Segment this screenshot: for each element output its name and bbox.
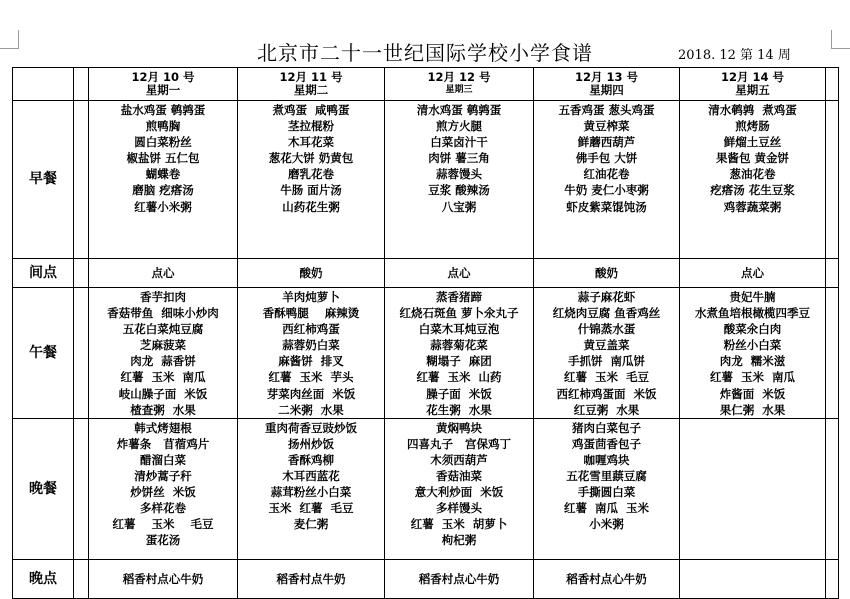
menu-cell [238, 418, 385, 559]
spacer-cell [74, 418, 89, 559]
dish-item: 红薯 玉米 山药 [416, 370, 502, 385]
dish-item: 红烧石斑鱼 萝卜氽丸子 [399, 306, 519, 321]
corner-cell [13, 68, 74, 101]
spacer-cell [826, 259, 839, 288]
dish-item: 鲜熘土豆丝 [723, 135, 782, 150]
dish-item: 牛奶 [180, 571, 204, 586]
dish-item: 蝴蝶卷 [145, 167, 181, 182]
menu-cell [534, 101, 680, 259]
dish-item: 四喜丸子 宫保鸡丁 [406, 436, 511, 451]
dish-item: 椒盐饼 五仁包 [126, 151, 200, 166]
dish-item: 肉龙 蒜香饼 [130, 354, 196, 369]
dish-item: 羊肉炖萝卜 [282, 290, 340, 304]
dish-item: 芽菜肉丝面 米饭 [266, 386, 356, 401]
dish-item: 糊塌子 麻团 [426, 354, 492, 369]
dish-item: 煎烤肠 [735, 119, 770, 134]
dish-item: 白菜木耳炖豆泡 [418, 322, 500, 337]
dish-item: 木耳西蓝花 [282, 469, 340, 484]
dish-item: 二米粥 水果 [278, 402, 344, 417]
menu-cell [89, 418, 238, 559]
menu-cell [385, 101, 534, 259]
day-header-mon: 12月 10 号 星期一 [89, 68, 238, 101]
dish-item: 芝麻菠菜 [140, 338, 186, 353]
dish-item: 麻酱饼 排叉 [278, 354, 344, 369]
dish-item: 山药花生粥 [282, 199, 340, 214]
dish-item: 鲜蘑西葫芦 [577, 135, 636, 150]
meal-name: 早餐 [13, 101, 74, 259]
dish-item: 蒜蓉菊花菜 [430, 338, 488, 353]
dish-item: 粉丝小白菜 [723, 338, 782, 353]
spacer-cell [826, 101, 839, 259]
meal-row [13, 418, 839, 559]
meal-row [13, 559, 839, 598]
menu-cell [238, 288, 385, 419]
dish-item: 稻香村点心 [418, 571, 477, 586]
dish-item: 牛奶 [476, 571, 500, 586]
dish-item: 木耳花菜 [288, 135, 334, 150]
dish-item: 煎鸭胸 [145, 119, 181, 134]
spacer-cell [74, 101, 89, 259]
spacer-cell [826, 559, 839, 598]
dish-item: 磨乳花卷 [288, 167, 334, 182]
menu-cell [385, 559, 534, 598]
dish-item: 果酱包 黄金饼 [715, 151, 789, 166]
dish-item: 白菜卤汁干 [430, 135, 488, 150]
dish-item: 炸酱面 米饭 [719, 386, 786, 401]
menu-cell [534, 418, 680, 559]
dish-item: 楂查粥 水果 [130, 402, 196, 417]
dish-item: 盐水鸡蛋 鹌鹑蛋 [120, 103, 206, 117]
day-header-tue: 12月 11 号 星期二 [238, 68, 385, 101]
dish-item: 煮鸡蛋 咸鸭蛋 [272, 103, 350, 117]
dish-item: 香芋扣肉 [140, 290, 186, 304]
menu-cell [534, 559, 680, 598]
dish-item: 麦仁粥 [293, 517, 329, 532]
dish-item: 虾皮紫菜馄饨汤 [566, 199, 647, 214]
spacer-cell [826, 418, 839, 559]
dish-item: 红豆粥 水果 [573, 402, 640, 417]
meal-name: 间点 [13, 259, 74, 288]
dish-item: 蒜子麻花虾 [577, 290, 636, 304]
dish-item: 炸薯条 苜蓿鸡片 [116, 436, 210, 451]
dish-item: 点心 [447, 265, 471, 280]
dish-item: 红薯 玉米 毛豆 [563, 370, 649, 385]
dish-item: 红薯小米粥 [134, 199, 192, 214]
meal-row [13, 259, 839, 288]
header-row [13, 68, 839, 101]
day-header-wed: 12月 12 号 星期三 [385, 68, 534, 101]
menu-table [12, 67, 839, 599]
meal-name: 午餐 [13, 288, 74, 419]
dish-item: 蒜茸粉丝小白菜 [270, 485, 352, 500]
spacer-cell [74, 68, 89, 101]
spacer-cell [74, 259, 89, 288]
dish-item: 牛奶 [623, 571, 647, 586]
dish-item: 花生粥 水果 [426, 402, 492, 417]
dish-item: 小米粥 [589, 517, 624, 532]
spacer-cell [74, 559, 89, 598]
dish-item: 清炒蒿子秆 [134, 469, 192, 484]
dish-item: 蒜蓉馒头 [436, 167, 482, 182]
dish-item: 鸡蓉蔬菜粥 [723, 199, 782, 214]
spacer-cell [826, 288, 839, 419]
dish-item: 五香鸡蛋 葱头鸡蛋 [558, 103, 655, 117]
dish-item: 果仁粥 水果 [719, 402, 786, 417]
dish-item: 煎方火腿 [436, 119, 482, 134]
dish-item: 稻香村点心 [122, 571, 181, 586]
dish-item: 红薯 玉米 毛豆 [112, 517, 214, 532]
dish-item: 红薯 玉米 胡萝卜 [410, 517, 508, 532]
meal-row [13, 288, 839, 419]
dish-item: 岐山臊子面 米饭 [118, 386, 208, 401]
dish-item: 鸡蛋茴香包子 [572, 436, 641, 451]
dish-item: 韩式烤翅根 [134, 420, 192, 435]
dish-item: 蒜蓉奶白菜 [282, 338, 340, 353]
menu-cell [680, 288, 826, 419]
dish-item: 磨脑 疙瘩汤 [132, 183, 194, 198]
menu-cell [385, 418, 534, 559]
menu-cell [238, 559, 385, 598]
menu-cell [89, 101, 238, 259]
dish-item: 炒饼丝 米饭 [130, 485, 196, 500]
dish-item: 红薯 玉米 南瓜 [709, 370, 795, 385]
spacer-cell [826, 68, 839, 101]
dish-item: 猪肉白菜包子 [572, 420, 641, 435]
meal-name: 晚餐 [13, 418, 74, 559]
dish-item: 清水鸡蛋 鹌鹑蛋 [416, 103, 502, 117]
dish-item: 豆浆 酸辣汤 [428, 183, 490, 198]
dish-item: 八宝粥 [441, 199, 477, 214]
dish-item: 香酥鸡柳 [288, 452, 334, 467]
dish-item: 意大利炒面 米饭 [414, 485, 504, 500]
dish-item: 点心 [741, 265, 764, 280]
menu-cell [680, 259, 826, 288]
dish-item: 木须西葫芦 [430, 452, 488, 467]
dish-item: 红油花卷 [583, 167, 630, 182]
dish-item: 醋溜白菜 [140, 452, 186, 467]
dish-item: 佛手包 大饼 [575, 151, 638, 166]
menu-cell [680, 101, 826, 259]
dish-item: 五花雪里蕻豆腐 [566, 469, 647, 484]
dish-item: 西红柿鸡蛋 [282, 322, 340, 337]
menu-cell [680, 559, 826, 598]
dish-item: 玉米 红薯 毛豆 [268, 501, 354, 516]
dish-item: 蒸香猪蹄 [436, 290, 482, 304]
dish-item: 清水鹌鹑 煮鸡蛋 [708, 103, 797, 117]
dish-item: 手撕圆白菜 [577, 485, 636, 500]
menu-cell [385, 259, 534, 288]
dish-item: 红薯 玉米 南瓜 [120, 370, 206, 385]
dish-item: 黄豆榨菜 [583, 119, 630, 134]
menu-cell [89, 288, 238, 419]
dish-item: 稻香村点心 [566, 571, 624, 586]
dish-item: 牛奶 [322, 571, 346, 586]
dish-item: 酸奶 [595, 265, 618, 280]
meal-name: 晚点 [13, 559, 74, 598]
dish-item: 茎拉棍粉 [288, 119, 334, 134]
dish-item: 红薯 玉米 芋头 [268, 370, 354, 385]
dish-item: 扬州炒饭 [288, 436, 334, 451]
dish-item: 什锦蒸水蛋 [577, 322, 636, 337]
dish-item: 肉饼 薯三角 [428, 151, 490, 166]
dish-item: 香菇油菜 [436, 469, 482, 484]
menu-cell [534, 259, 680, 288]
page-title: 北京市二十一世纪国际学校小学食谱 [257, 41, 593, 65]
dish-item: 葱油花卷 [729, 167, 776, 182]
dish-item: 红烧肉豆腐 鱼香鸡丝 [552, 306, 661, 321]
menu-cell [238, 101, 385, 259]
dish-item: 酸奶 [299, 265, 323, 280]
meal-row [13, 101, 839, 259]
week-label: 2018. 12 第 14 周 [678, 48, 791, 63]
spacer-cell [74, 288, 89, 419]
dish-item: 牛奶 麦仁小枣粥 [564, 183, 649, 198]
dish-item: 香酥鸭腿 麻辣烫 [262, 306, 360, 321]
dish-item: 多样馒头 [436, 501, 482, 516]
menu-cell [385, 288, 534, 419]
dish-item: 圆白菜粉丝 [134, 135, 192, 150]
dish-item: 黄焖鸭块 [436, 420, 482, 435]
dish-item: 多样花卷 [140, 501, 186, 516]
dish-item: 咖喱鸡块 [583, 452, 630, 467]
day-header-thu: 12月 13 号 星期四 [534, 68, 680, 101]
dish-item: 臊子面 米饭 [426, 386, 492, 401]
dish-item: 黄豆盖菜 [583, 338, 630, 353]
menu-cell [89, 259, 238, 288]
menu-cell [680, 418, 826, 559]
dish-item: 点心 [151, 265, 175, 280]
dish-item: 疙瘩汤 花生豆浆 [710, 183, 795, 198]
dish-item: 酸菜氽白肉 [723, 322, 782, 337]
dish-item: 水煮鱼培根橄榄四季豆 [695, 306, 810, 321]
menu-cell [238, 259, 385, 288]
dish-item: 西红柿鸡蛋面 米饭 [556, 386, 657, 401]
dish-item: 五花白菜炖豆腐 [122, 322, 204, 337]
menu-cell [534, 288, 680, 419]
dish-item: 枸杞粥 [441, 533, 477, 548]
menu-cell [89, 559, 238, 598]
dish-item: 香菇带鱼 细味小炒肉 [107, 306, 219, 321]
dish-item: 牛肠 面片汤 [280, 183, 342, 198]
dish-item: 蛋花汤 [145, 533, 181, 548]
dish-item: 手抓饼 南瓜饼 [567, 354, 645, 369]
dish-item: 红薯 南瓜 玉米 [563, 501, 649, 516]
dish-item: 稻香村点 [276, 571, 323, 586]
dish-item: 重肉荷香豆豉炒饭 [265, 420, 357, 435]
dish-item: 葱花大饼 奶黄包 [268, 151, 354, 166]
dish-item: 贵妃牛腩 [729, 290, 776, 304]
dish-item: 肉龙 糯米滋 [719, 354, 786, 369]
day-header-fri: 12月 14 号 星期五 [680, 68, 826, 101]
